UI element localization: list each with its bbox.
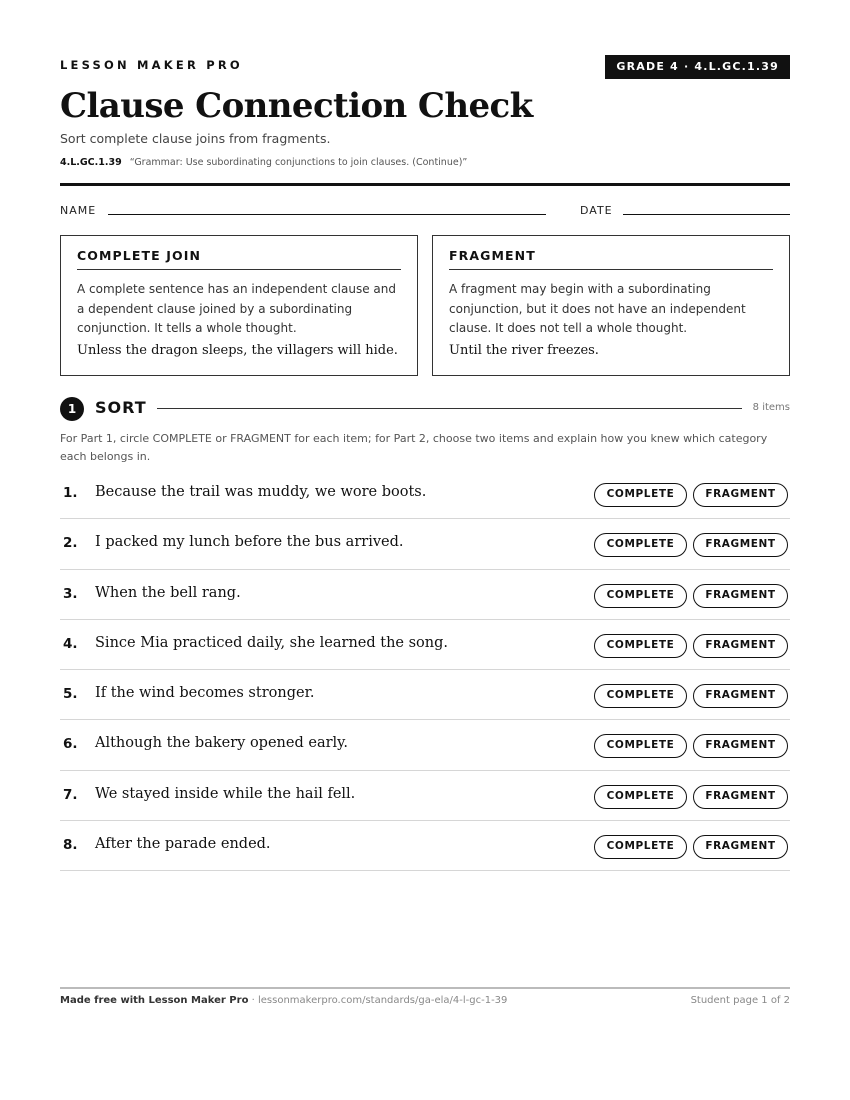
- fragment-option[interactable]: FRAGMENT: [693, 684, 788, 708]
- made-with-label: Made free with Lesson Maker Pro: [60, 995, 249, 1006]
- page-subtitle: Sort complete clause joins from fragments.: [60, 131, 331, 146]
- item-number: 7.: [63, 786, 78, 803]
- item-text: When the bell rang.: [95, 584, 241, 601]
- list-item: [60, 620, 790, 670]
- item-list: [60, 469, 790, 871]
- complete-option[interactable]: COMPLETE: [594, 634, 687, 658]
- complete-option[interactable]: COMPLETE: [594, 835, 687, 859]
- standard-line: [60, 157, 467, 168]
- grade-badge: GRADE 4 · 4.L.GC.1.39: [605, 55, 790, 79]
- header-divider: [60, 183, 790, 186]
- footer-divider: [60, 987, 790, 989]
- date-field[interactable]: [623, 214, 790, 215]
- fragment-option[interactable]: FRAGMENT: [693, 533, 788, 557]
- item-text: If the wind becomes stronger.: [95, 685, 315, 702]
- section-title: SORT: [95, 398, 147, 417]
- complete-option[interactable]: COMPLETE: [594, 483, 687, 507]
- item-number: 6.: [63, 736, 78, 753]
- item-text: Although the bakery opened early.: [95, 735, 349, 752]
- name-label: NAME: [60, 204, 97, 217]
- card-example: Unless the dragon sleeps, the villagers will hide.: [77, 342, 398, 358]
- card-example: Until the river freezes.: [449, 342, 599, 358]
- item-count: 8 items: [752, 402, 790, 413]
- section-number-badge: 1: [60, 397, 84, 421]
- item-text: We stayed inside while the hail fell.: [95, 785, 356, 802]
- item-number: 3.: [63, 585, 78, 602]
- section-divider: [157, 408, 742, 409]
- item-text: I packed my lunch before the bus arrived.: [95, 534, 404, 551]
- fragment-card: [432, 235, 790, 376]
- item-number: 2.: [63, 535, 78, 552]
- fragment-option[interactable]: FRAGMENT: [693, 734, 788, 758]
- brand-name: LESSON MAKER PRO: [60, 58, 243, 72]
- card-description: A fragment may begin with a subordinating conjunction, but it does not have an independent clause. It does not tell a whole thought.: [449, 282, 746, 335]
- complete-option[interactable]: COMPLETE: [594, 584, 687, 608]
- list-item: [60, 570, 790, 620]
- footer-credit: [60, 995, 507, 1006]
- fragment-option[interactable]: FRAGMENT: [693, 483, 788, 507]
- card-title: COMPLETE JOIN: [77, 248, 401, 270]
- standard-code: 4.L.GC.1.39: [60, 157, 122, 168]
- list-item: [60, 821, 790, 871]
- list-item: [60, 720, 790, 770]
- name-field[interactable]: [108, 214, 546, 215]
- item-number: 5.: [63, 686, 78, 703]
- list-item: [60, 519, 790, 569]
- fragment-option[interactable]: FRAGMENT: [693, 634, 788, 658]
- footer-separator: ·: [248, 995, 258, 1006]
- card-description: A complete sentence has an independent clause and a dependent clause joined by a subordinating conjunction. It tells a whole thought.: [77, 282, 397, 335]
- card-title: FRAGMENT: [449, 248, 773, 270]
- item-text: Because the trail was muddy, we wore boots.: [95, 484, 427, 500]
- item-text: After the parade ended.: [95, 836, 271, 853]
- list-item: [60, 771, 790, 821]
- complete-option[interactable]: COMPLETE: [594, 734, 687, 758]
- fragment-option[interactable]: FRAGMENT: [693, 785, 788, 809]
- fragment-option[interactable]: FRAGMENT: [693, 835, 788, 859]
- item-number: 8.: [63, 837, 78, 854]
- list-item: [60, 469, 790, 519]
- item-number: 4.: [63, 635, 78, 652]
- date-label: DATE: [580, 204, 613, 217]
- instructions: For Part 1, circle COMPLETE or FRAGMENT for each item; for Part 2, choose two items and explain how you knew which category each belongs in.: [60, 432, 768, 463]
- complete-option[interactable]: COMPLETE: [594, 533, 687, 557]
- page-title: Clause Connection Check: [60, 86, 533, 126]
- fragment-option[interactable]: FRAGMENT: [693, 584, 788, 608]
- standard-description: “Grammar: Use subordinating conjunctions to join clauses. (Continue)”: [129, 157, 468, 168]
- item-text: Since Mia practiced daily, she learned the song.: [95, 634, 449, 651]
- complete-option[interactable]: COMPLETE: [594, 684, 687, 708]
- page-indicator: Student page 1 of 2: [690, 995, 790, 1006]
- complete-join-card: [60, 235, 418, 376]
- complete-option[interactable]: COMPLETE: [594, 785, 687, 809]
- footer-url[interactable]: lessonmakerpro.com/standards/ga-ela/4-l-gc-1-39: [257, 995, 508, 1006]
- list-item: [60, 670, 790, 720]
- item-number: 1.: [63, 485, 78, 501]
